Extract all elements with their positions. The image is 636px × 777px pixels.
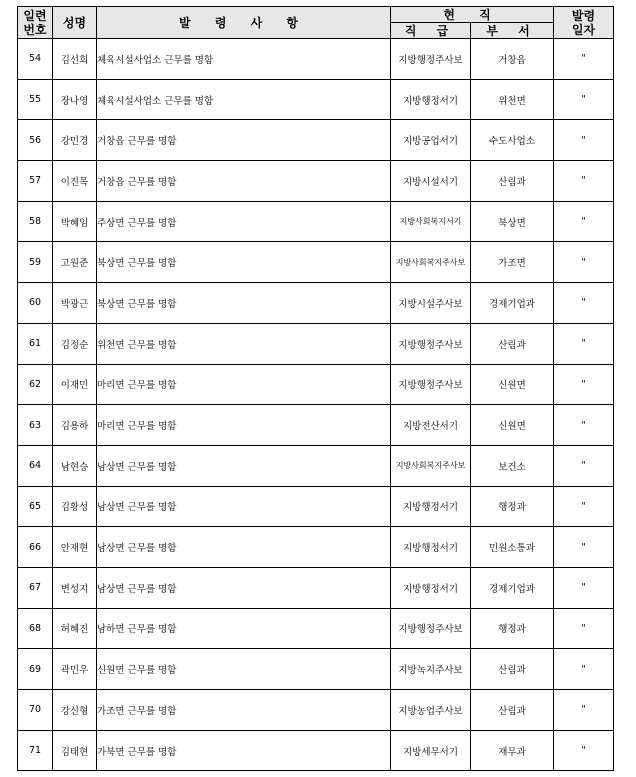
order-date-cell: " bbox=[554, 527, 614, 568]
date-header-line2: 일자 bbox=[571, 22, 596, 37]
department-cell: 가조면 bbox=[471, 242, 554, 283]
serial-number-cell: 61 bbox=[18, 323, 53, 364]
serial-number-cell: 67 bbox=[18, 567, 53, 608]
table-row bbox=[18, 649, 614, 690]
serial-number-cell: 69 bbox=[18, 649, 53, 690]
table-row bbox=[18, 730, 614, 771]
name-cell: 허혜진 bbox=[53, 608, 97, 649]
serial-number-header bbox=[18, 7, 53, 39]
order-date-cell: " bbox=[554, 445, 614, 486]
order-cell: 거창읍 근무를 명함 bbox=[97, 161, 391, 202]
table-row bbox=[18, 608, 614, 649]
department-header: 부 서 bbox=[471, 23, 554, 39]
department-cell: 보건소 bbox=[471, 445, 554, 486]
order-header: 발 령 사 항 bbox=[97, 7, 391, 39]
grade-cell: 지방공업서기 bbox=[391, 120, 471, 161]
name-cell: 변성지 bbox=[53, 567, 97, 608]
serial-number-cell: 60 bbox=[18, 283, 53, 324]
serial-number-cell: 64 bbox=[18, 445, 53, 486]
order-date-cell: " bbox=[554, 649, 614, 690]
order-cell: 체육시설사업소 근무를 명함 bbox=[97, 79, 391, 120]
serial-number-cell: 58 bbox=[18, 201, 53, 242]
name-cell: 김태현 bbox=[53, 730, 97, 771]
grade-cell: 지방행정서기 bbox=[391, 79, 471, 120]
serial-number-cell: 55 bbox=[18, 79, 53, 120]
table-row bbox=[18, 527, 614, 568]
department-cell: 수도사업소 bbox=[471, 120, 554, 161]
order-cell: 주상면 근무를 명함 bbox=[97, 201, 391, 242]
order-date-header bbox=[554, 7, 614, 39]
order-date-cell: " bbox=[554, 242, 614, 283]
name-cell: 박혜임 bbox=[53, 201, 97, 242]
name-cell: 김선희 bbox=[53, 39, 97, 80]
department-cell: 행정과 bbox=[471, 608, 554, 649]
order-cell: 체육시설사업소 근무를 명함 bbox=[97, 39, 391, 80]
table-row bbox=[18, 445, 614, 486]
serial-number-cell: 54 bbox=[18, 39, 53, 80]
name-cell: 장나영 bbox=[53, 79, 97, 120]
department-cell: 산림과 bbox=[471, 323, 554, 364]
name-cell: 곽민우 bbox=[53, 649, 97, 690]
department-cell: 경제기업과 bbox=[471, 283, 554, 324]
serial-number-cell: 56 bbox=[18, 120, 53, 161]
table-row bbox=[18, 120, 614, 161]
table-row bbox=[18, 242, 614, 283]
department-cell: 산림과 bbox=[471, 161, 554, 202]
order-cell: 남상면 근무를 명함 bbox=[97, 567, 391, 608]
grade-cell: 지방행정서기 bbox=[391, 527, 471, 568]
serial-number-cell: 59 bbox=[18, 242, 53, 283]
name-cell: 강민경 bbox=[53, 120, 97, 161]
department-cell: 위천면 bbox=[471, 79, 554, 120]
grade-cell: 지방행정주사보 bbox=[391, 608, 471, 649]
table-row bbox=[18, 323, 614, 364]
name-cell: 안재현 bbox=[53, 527, 97, 568]
name-cell: 고원준 bbox=[53, 242, 97, 283]
serial-number-cell: 66 bbox=[18, 527, 53, 568]
serial-number-cell: 68 bbox=[18, 608, 53, 649]
serial-number-cell: 62 bbox=[18, 364, 53, 405]
table-row bbox=[18, 567, 614, 608]
table-row bbox=[18, 201, 614, 242]
name-cell: 김용하 bbox=[53, 405, 97, 446]
table-row bbox=[18, 486, 614, 527]
grade-cell: 지방행정서기 bbox=[391, 486, 471, 527]
table-row bbox=[18, 283, 614, 324]
order-date-cell: " bbox=[554, 323, 614, 364]
order-date-cell: " bbox=[554, 730, 614, 771]
order-cell: 위천면 근무를 명함 bbox=[97, 323, 391, 364]
name-cell: 남현승 bbox=[53, 445, 97, 486]
grade-cell: 지방전산서기 bbox=[391, 405, 471, 446]
order-cell: 북상면 근무를 명함 bbox=[97, 283, 391, 324]
name-header: 성명 bbox=[53, 7, 97, 39]
grade-cell: 지방사회복지주사보 bbox=[391, 445, 471, 486]
department-cell: 산림과 bbox=[471, 690, 554, 731]
grade-cell: 지방행정주사보 bbox=[391, 39, 471, 80]
table-row bbox=[18, 79, 614, 120]
order-date-cell: " bbox=[554, 486, 614, 527]
name-cell: 김황성 bbox=[53, 486, 97, 527]
department-cell: 신원면 bbox=[471, 364, 554, 405]
order-date-cell: " bbox=[554, 608, 614, 649]
department-cell: 산림과 bbox=[471, 649, 554, 690]
grade-cell: 지방행정서기 bbox=[391, 567, 471, 608]
order-date-cell: " bbox=[554, 79, 614, 120]
department-cell: 경제기업과 bbox=[471, 567, 554, 608]
order-date-cell: " bbox=[554, 161, 614, 202]
order-cell: 마리면 근무를 명함 bbox=[97, 364, 391, 405]
serial-number-cell: 70 bbox=[18, 690, 53, 731]
order-date-cell: " bbox=[554, 201, 614, 242]
table-body bbox=[18, 39, 614, 771]
order-cell: 남상면 근무를 명함 bbox=[97, 527, 391, 568]
order-date-cell: " bbox=[554, 567, 614, 608]
department-cell: 북상면 bbox=[471, 201, 554, 242]
order-date-cell: " bbox=[554, 39, 614, 80]
department-cell: 재무과 bbox=[471, 730, 554, 771]
department-cell: 행정과 bbox=[471, 486, 554, 527]
department-cell: 신원면 bbox=[471, 405, 554, 446]
serial-header-line2: 번호 bbox=[23, 22, 47, 37]
grade-cell: 지방사회복지서기 bbox=[391, 201, 471, 242]
grade-cell: 지방농업주사보 bbox=[391, 690, 471, 731]
order-cell: 남상면 근무를 명함 bbox=[97, 486, 391, 527]
name-cell: 이재민 bbox=[53, 364, 97, 405]
name-cell: 이진목 bbox=[53, 161, 97, 202]
order-date-cell: " bbox=[554, 405, 614, 446]
department-cell: 민원소통과 bbox=[471, 527, 554, 568]
grade-header: 직 급 bbox=[391, 23, 471, 39]
date-header-line1: 발령 bbox=[571, 8, 596, 23]
name-cell: 강신형 bbox=[53, 690, 97, 731]
current-position-header: 현 직 bbox=[391, 7, 554, 23]
table-row bbox=[18, 690, 614, 731]
grade-cell: 지방사회복지주사보 bbox=[391, 242, 471, 283]
serial-number-cell: 71 bbox=[18, 730, 53, 771]
serial-number-cell: 57 bbox=[18, 161, 53, 202]
order-date-cell: " bbox=[554, 120, 614, 161]
grade-cell: 지방시설서기 bbox=[391, 161, 471, 202]
order-cell: 남하면 근무를 명함 bbox=[97, 608, 391, 649]
table-row bbox=[18, 161, 614, 202]
grade-cell: 지방세무서기 bbox=[391, 730, 471, 771]
grade-cell: 지방시설주사보 bbox=[391, 283, 471, 324]
table-row bbox=[18, 39, 614, 80]
table-row bbox=[18, 364, 614, 405]
order-cell: 마리면 근무를 명함 bbox=[97, 405, 391, 446]
order-date-cell: " bbox=[554, 283, 614, 324]
grade-cell: 지방행정주사보 bbox=[391, 364, 471, 405]
serial-number-cell: 63 bbox=[18, 405, 53, 446]
order-date-cell: " bbox=[554, 690, 614, 731]
name-cell: 박광근 bbox=[53, 283, 97, 324]
grade-cell: 지방녹지주사보 bbox=[391, 649, 471, 690]
order-cell: 북상면 근무를 명함 bbox=[97, 242, 391, 283]
department-cell: 거창읍 bbox=[471, 39, 554, 80]
grade-cell: 지방행정주사보 bbox=[391, 323, 471, 364]
order-date-cell: " bbox=[554, 364, 614, 405]
serial-number-cell: 65 bbox=[18, 486, 53, 527]
name-cell: 김정순 bbox=[53, 323, 97, 364]
order-cell: 남상면 근무를 명함 bbox=[97, 445, 391, 486]
serial-header-line1: 일련 bbox=[23, 8, 47, 23]
personnel-order-table bbox=[17, 6, 614, 771]
order-cell: 신원면 근무를 명함 bbox=[97, 649, 391, 690]
order-cell: 거창읍 근무를 명함 bbox=[97, 120, 391, 161]
order-cell: 가조면 근무를 명함 bbox=[97, 690, 391, 731]
order-cell: 가북면 근무를 명함 bbox=[97, 730, 391, 771]
table-row bbox=[18, 405, 614, 446]
